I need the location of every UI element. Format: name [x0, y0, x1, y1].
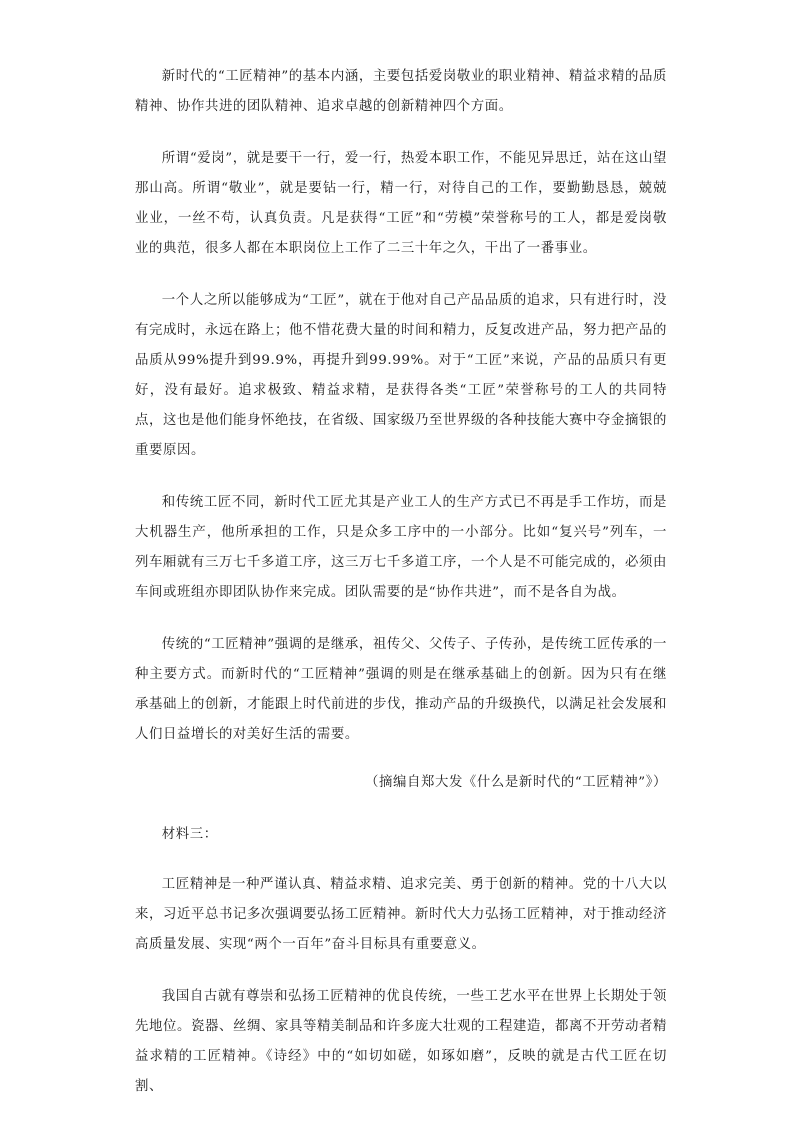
paragraph: 我国自古就有尊崇和弘扬工匠精神的优良传统，一些工艺水平在世界上长期处于领先地位。瓷器、丝绸、家具等精美制品和许多庞大壮观的工程建造，都离不开劳动者精益求精的工匠精神。《诗经》中的“如切如磋，如琢如磨”，反映的就是古代工匠在切割、	[135, 989, 667, 1094]
paragraph: 一个人之所以能够成为“工匠”，就在于他对自己产品品质的追求，只有进行时，没有完成时，永远在路上；他不惜花费大量的时间和精力，反复改进产品，努力把产品的品质从99%提升到99.9%，再提升到99.99%。对于“工匠”来说，产品的品质只有更好，没有最好。追求极致、精益求精，是获得各类“工匠”荣誉称号的工人的共同特点，这也是他们能身怀绝技，在省级、国家级乃至世界级的各种技能大赛中夺金摘银的重要原因。	[135, 293, 667, 458]
material-heading: 材料三：	[161, 827, 218, 842]
document-page	[135, 62, 667, 1124]
paragraph: 新时代的“工匠精神”的基本内涵，主要包括爱岗敬业的职业精神、精益求精的品质精神、协作共进的团队精神、追求卓越的创新精神四个方面。	[135, 69, 667, 114]
paragraph: 和传统工匠不同，新时代工匠尤其是产业工人的生产方式已不再是手工作坊，而是大机器生产，他所承担的工作，只是众多工序中的一小部分。比如“复兴号”列车，一列车厢就有三万七千多道工序，这三万七千多道工序，一个人是不可能完成的，必须由车间或班组亦即团队协作来完成。团队需要的是“协作共进”，而不是各自为战。	[135, 495, 667, 600]
source-citation: （摘编自郑大发《什么是新时代的“工匠精神”》）	[365, 775, 667, 790]
paragraph: 传统的“工匠精神”强调的是继承，祖传父、父传子、子传孙，是传统工匠传承的一种主要方式。而新时代的“工匠精神”强调的则是在继承基础上的创新。因为只有在继承基础上的创新，才能跟上时代前进的步伐，推动产品的升级换代，以满足社会发展和人们日益增长的对美好生活的需要。	[135, 637, 667, 742]
paragraph: 所谓“爱岗”，就是要干一行，爱一行，热爱本职工作，不能见异思迁，站在这山望那山高。所谓“敬业”，就是要钻一行，精一行，对待自己的工作，要勤勤恳恳，兢兢业业，一丝不苟，认真负责。凡是获得“工匠”和“劳模”荣誉称号的工人，都是爱岗敬业的典范，很多人都在本职岗位上工作了二三十年之久，干出了一番事业。	[135, 151, 667, 256]
paragraph: 工匠精神是一种严谨认真、精益求精、追求完美、勇于创新的精神。党的十八大以来，习近平总书记多次强调要弘扬工匠精神。新时代大力弘扬工匠精神，对于推动经济高质量发展、实现“两个一百年”奋斗目标具有重要意义。	[135, 877, 667, 952]
